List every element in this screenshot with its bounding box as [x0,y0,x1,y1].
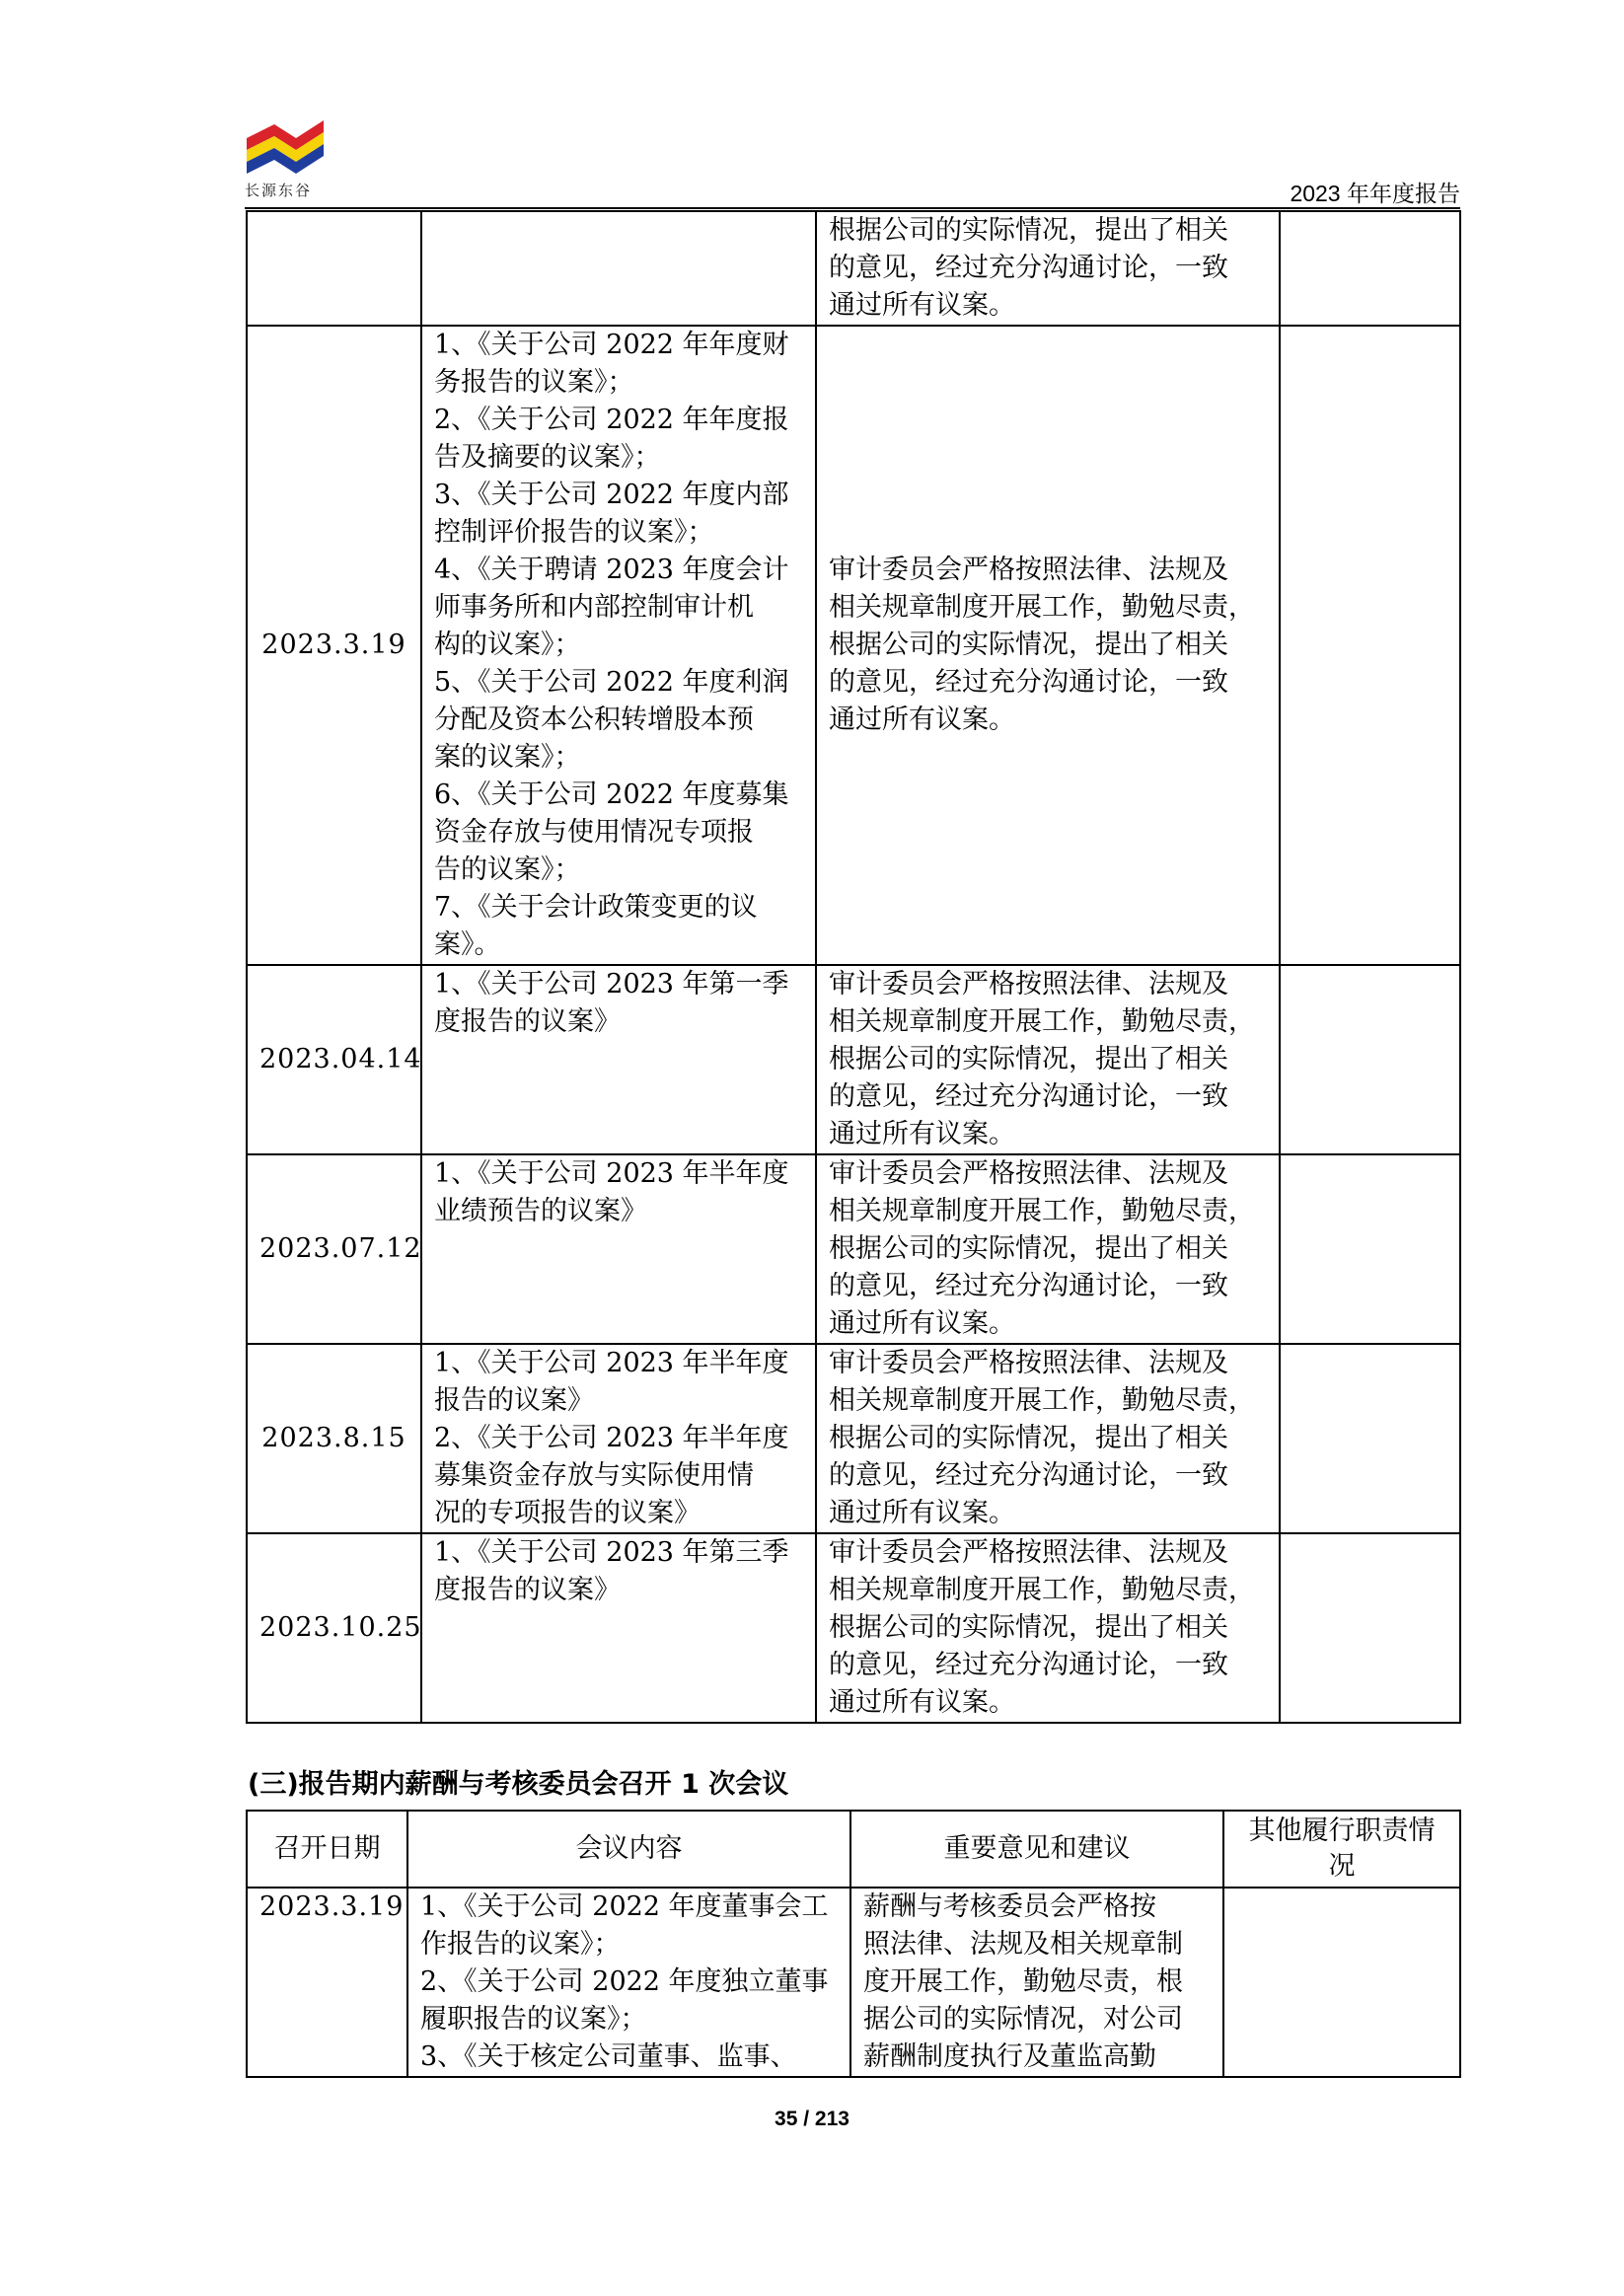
text-line: 通过所有议案。 [829,1687,1015,1718]
text-line: 的意见，经过充分沟通讨论，一致 [829,1081,1228,1112]
table-row [247,1344,1460,1533]
text-line: 7、《关于会计政策变更的议 [434,892,758,923]
text-line: 照法律、法规及相关规章制 [863,1929,1183,1960]
text-line: 报告的议案》 [434,1385,594,1416]
text-line: 根据公司的实际情况，提出了相关 [829,215,1228,246]
text-line: 相关规章制度开展工作，勤勉尽责， [829,1006,1255,1037]
meeting-date [247,211,421,326]
text-line: 案的议案》； [434,742,581,773]
text-line: 根据公司的实际情况，提出了相关 [829,630,1228,660]
meeting-opinion [816,1154,1280,1344]
meeting-date: 2023.07.12 [247,1154,421,1344]
audit-committee-meetings-table [246,210,1461,1724]
meeting-agenda [421,1154,816,1344]
table-row [247,965,1460,1154]
text-line: 薪酬与考核委员会严格按 [863,1891,1156,1922]
text-line: 度报告的议案》 [434,1575,621,1605]
page-number: 35 / 213 [775,2108,849,2130]
text-line: 3、《关于公司 2022 年度内部 [434,480,789,510]
text-line: 通过所有议案。 [829,1119,1015,1149]
text-line: 资金存放与使用情况专项报 [434,817,754,848]
text-line: 1、《关于公司 2022 年年度财 [434,330,789,360]
text-line: 作报告的议案》； [420,1929,621,1960]
text-line: 5、《关于公司 2022 年度利润 [434,667,789,698]
text-line: 分配及资本公积转增股本预 [434,704,754,735]
header-other-line2: 况 [1328,1851,1356,1882]
text-line: 相关规章制度开展工作，勤勉尽责， [829,592,1255,623]
text-line: 2、《关于公司 2022 年度独立董事 [420,1966,829,1997]
text-line: 薪酬制度执行及董监高勤 [863,2041,1156,2072]
text-line: 师事务所和内部控制审计机 [434,592,754,623]
text-line: 通过所有议案。 [829,1308,1015,1339]
meeting-date: 2023.3.19 [247,1888,407,2077]
meeting-date: 2023.10.25 [247,1533,421,1723]
text-line: 根据公司的实际情况，提出了相关 [829,1233,1228,1264]
text-line: 相关规章制度开展工作，勤勉尽责， [829,1575,1255,1605]
text-line: 的意见，经过充分沟通讨论，一致 [829,1460,1228,1491]
text-line: 告的议案》； [434,854,581,885]
other-duties [1280,1154,1460,1344]
text-line: 控制评价报告的议案》； [434,517,714,548]
text-line: 的意见，经过充分沟通讨论，一致 [829,1271,1228,1301]
text-line: 况的专项报告的议案》 [434,1498,701,1528]
header-date: 召开日期 [247,1811,407,1888]
page-header [245,111,1460,209]
text-line: 审计委员会严格按照法律、法规及 [829,1537,1228,1568]
text-line: 相关规章制度开展工作，勤勉尽责， [829,1385,1255,1416]
text-line: 通过所有议案。 [829,704,1015,735]
header-rule [245,207,1460,209]
text-line: 审计委员会严格按照法律、法规及 [829,969,1228,1000]
table-row [247,1888,1460,2077]
text-line: 1、《关于公司 2023 年第三季 [434,1537,789,1568]
table-row [247,1154,1460,1344]
text-line: 据公司的实际情况，对公司 [863,2004,1183,2035]
other-duties [1223,1888,1460,2077]
text-line: 募集资金存放与实际使用情 [434,1460,754,1491]
meeting-agenda [407,1888,850,2077]
text-line: 1、《关于公司 2023 年半年度 [434,1158,789,1189]
text-line: 的意见，经过充分沟通讨论，一致 [829,253,1228,283]
text-line: 1、《关于公司 2023 年第一季 [434,969,789,1000]
meeting-date: 2023.8.15 [247,1344,421,1533]
text-line: 审计委员会严格按照法律、法规及 [829,1348,1228,1378]
text-line: 案》。 [434,929,501,960]
header-opinion: 重要意见和建议 [850,1811,1223,1888]
other-duties [1280,965,1460,1154]
other-duties [1280,1533,1460,1723]
text-line: 度开展工作，勤勉尽责，根 [863,1966,1183,1997]
meeting-opinion [850,1888,1223,2077]
text-line: 务报告的议案》； [434,367,634,398]
meeting-agenda [421,211,816,326]
meeting-date: 2023.3.19 [247,326,421,965]
meeting-opinion [816,1344,1280,1533]
text-line: 告及摘要的议案》； [434,442,661,473]
text-line: 通过所有议案。 [829,1498,1015,1528]
text-line: 2、《关于公司 2022 年年度报 [434,405,789,435]
other-duties [1280,211,1460,326]
text-line: 根据公司的实际情况，提出了相关 [829,1423,1228,1453]
text-line: 的意见，经过充分沟通讨论，一致 [829,667,1228,698]
meeting-opinion [816,326,1280,965]
text-line: 构的议案》； [434,630,581,660]
meeting-opinion [816,211,1280,326]
meeting-opinion [816,1533,1280,1723]
text-line: 度报告的议案》 [434,1006,621,1037]
table-header-row [247,1811,1460,1888]
text-line: 审计委员会严格按照法律、法规及 [829,1158,1228,1189]
text-line: 3、《关于核定公司董事、监事、 [420,2041,797,2072]
compensation-committee-meetings-table [246,1810,1461,2078]
meeting-date: 2023.04.14 [247,965,421,1154]
table-row [247,1533,1460,1723]
text-line: 通过所有议案。 [829,290,1015,321]
text-line: 6、《关于公司 2022 年度募集 [434,779,789,810]
text-line: 1、《关于公司 2022 年度董事会工 [420,1891,829,1922]
text-line: 履职报告的议案》； [420,2004,647,2035]
text-line: 根据公司的实际情况，提出了相关 [829,1612,1228,1643]
table-row [247,211,1460,326]
text-line: 审计委员会严格按照法律、法规及 [829,555,1228,585]
meeting-agenda [421,965,816,1154]
table-row [247,326,1460,965]
meeting-agenda [421,326,816,965]
text-line: 业绩预告的议案》 [434,1196,647,1226]
section-heading: (三)报告期内薪酬与考核委员会召开 1 次会议 [248,1769,789,1800]
text-line: 相关规章制度开展工作，勤勉尽责， [829,1196,1255,1226]
text-line: 1、《关于公司 2023 年半年度 [434,1348,789,1378]
meeting-agenda [421,1344,816,1533]
text-line: 2、《关于公司 2023 年半年度 [434,1423,789,1453]
header-other [1223,1811,1460,1888]
other-duties [1280,1344,1460,1533]
other-duties [1280,326,1460,965]
meeting-agenda [421,1533,816,1723]
text-line: 的意见，经过充分沟通讨论，一致 [829,1650,1228,1680]
meeting-opinion [816,965,1280,1154]
text-line: 4、《关于聘请 2023 年度会计 [434,555,789,585]
header-content: 会议内容 [407,1811,850,1888]
text-line: 根据公司的实际情况，提出了相关 [829,1044,1228,1074]
header-other-line1: 其他履行职责情 [1248,1815,1436,1846]
logo-text: 长源东谷 [245,182,313,199]
report-title: 2023 年年度报告 [1290,181,1460,206]
